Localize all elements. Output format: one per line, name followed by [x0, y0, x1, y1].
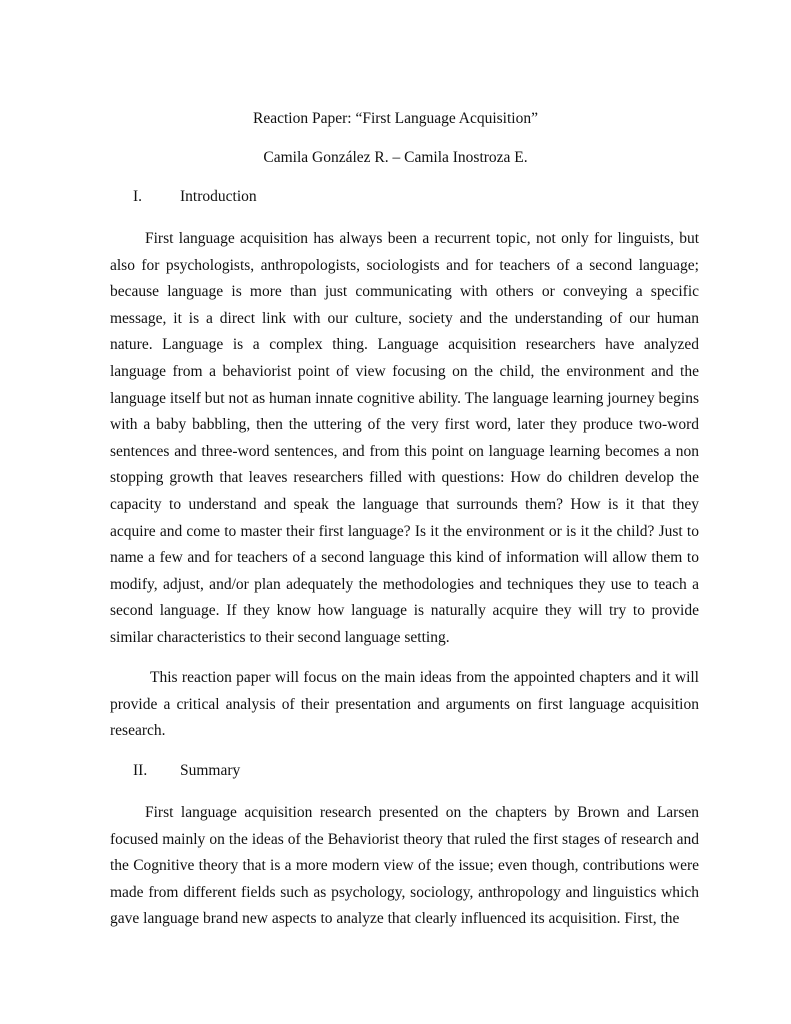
paper-title: Reaction Paper: “First Language Acquisition”: [253, 110, 538, 127]
introduction-paragraph-2: This reaction paper will focus on the main ideas from the appointed chapters and it will provide a critical analysis of their presentation and arguments on first language acquisition research.: [110, 669, 699, 740]
section-title: Summary: [180, 762, 241, 779]
section-number: II.: [133, 762, 148, 779]
section-number: I.: [133, 188, 143, 205]
summary-paragraph-1: First language acquisition research presented on the chapters by Brown and Larsen focused mainly on the ideas of the Behaviorist theory that ruled the first stages of research and the Cognitive theory that is a more modern view of the issue; even though, contributions were made from different fields such as psychology, sociology, anthropology and linguistics which gave language brand new aspects to analyze that clearly influenced its acquisition. First, the: [110, 804, 699, 928]
section-heading-introduction: [133, 187, 257, 207]
authors-line: Camila González R. – Camila Inostroza E.: [263, 149, 528, 166]
section-heading-summary: [133, 761, 240, 781]
section-title: Introduction: [180, 188, 257, 205]
introduction-paragraph-1: First language acquisition has always been a recurrent topic, not only for linguists, but also for psychologists, anthropologists, sociologists and for teachers of a second language; because language is more than just communicating with others or conveying a specific message, it is a direct link with our culture, society and the understanding of our human nature. Language is a complex thing. Language acquisition researchers have analyzed language from a behaviorist point of view focusing on the child, the environment and the language itself but not as human innate cognitive ability. The language learning journey begins with a baby babbling, then the uttering of the very first word, later they produce two-word sentences and three-word sentences, and from this point on language learning becomes a non stopping growth that leaves researchers filled with questions: How do children develop the capacity to understand and speak the language that surrounds them? How is it that they acquire and come to master their first language? Is it the environment or is it the child? Just to name a few and for teachers of a second language this kind of information will allow them to modify, adjust, and/or plan adequately the methodologies and techniques they use to teach a second language. If they know how language is naturally acquire they will try to provide similar characteristics to their second language setting.: [110, 230, 699, 646]
